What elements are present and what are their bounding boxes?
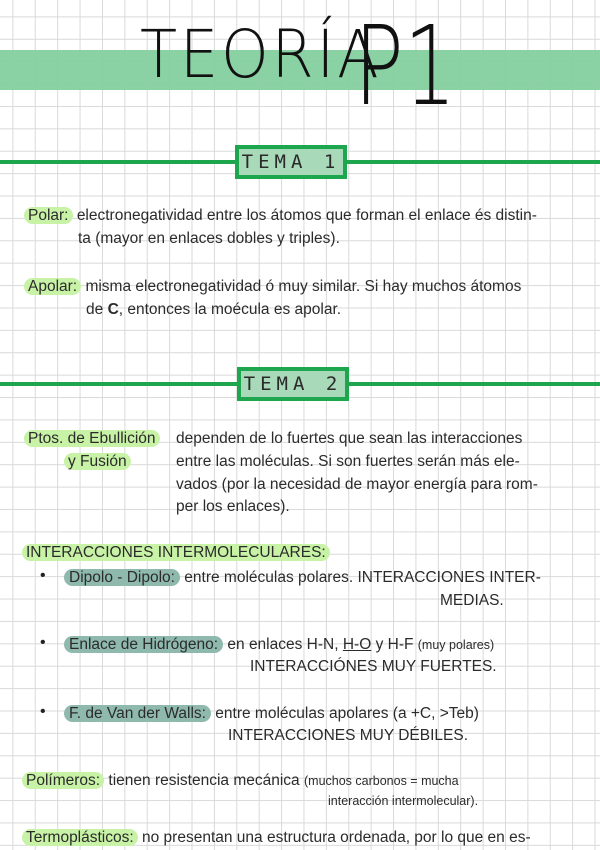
apolar-definition-2-post: , entonces la moécula es apolar. — [118, 301, 342, 318]
hidrogeno-line-1 — [64, 634, 494, 657]
ptos-term-2 — [64, 451, 131, 474]
ptos-term-1 — [24, 428, 160, 451]
hidrogeno-pre: en enlaces H-N, — [227, 636, 343, 653]
ptos-definition-3: vados (por la necesidad de mayor energía para rom- — [176, 476, 538, 493]
termoplasticos-term: Termoplásticos: — [22, 829, 138, 846]
dipolo-definition-1: entre moléculas polares. INTERACCIONES INTER- — [184, 569, 541, 586]
page-title: TEORÍA — [140, 16, 382, 93]
dipolo-line-1 — [64, 567, 541, 590]
bullet-dot: • — [40, 703, 46, 720]
section-heading-label: TEMA 1 — [241, 151, 341, 173]
hidrogeno-mid: y H-F — [371, 636, 418, 653]
section-heading-label: TEMA 2 — [243, 373, 343, 395]
section-heading-tema-2 — [237, 367, 349, 401]
apolar-definition-1: misma electronegatividad ó muy similar. Si hay muchos átomos — [85, 278, 522, 295]
polar-line-1 — [24, 205, 537, 228]
polimeros-small-2: interacción intermolecular). — [328, 794, 479, 808]
vdw-line-1 — [64, 703, 479, 726]
vdw-definition-2: INTERACCIONES MUY DÉBILES. — [228, 727, 469, 744]
ptos-definition-2: entre las moléculas. Si son fuertes serán más ele- — [176, 453, 520, 470]
apolar-line-1 — [24, 276, 521, 299]
interacciones-heading-text: INTERACCIONES INTERMOLECULARES: — [22, 544, 330, 561]
dipolo-term: Dipolo - Dipolo: — [64, 569, 180, 586]
hidrogeno-term: Enlace de Hidrógeno: — [64, 636, 223, 653]
ptos-term-2-text: y Fusión — [64, 453, 131, 470]
dipolo-definition-2: MEDIAS. — [440, 592, 504, 609]
polimeros-small-1: (muchos carbonos = mucha — [304, 774, 459, 788]
bullet-dot: • — [40, 634, 46, 651]
hidrogeno-small: (muy polares) — [417, 638, 495, 652]
bullet-dot: • — [40, 567, 46, 584]
apolar-term: Apolar: — [24, 278, 81, 295]
apolar-definition-2-pre: de — [86, 301, 108, 318]
ptos-definition-4: per los enlaces). — [176, 498, 290, 515]
ptos-definition-1: dependen de lo fuertes que sean las interacciones — [176, 430, 523, 447]
polimeros-term: Polímeros: — [22, 772, 104, 789]
hidrogeno-underlined: H-O — [342, 636, 372, 653]
page-title-suffix: P1 — [354, 2, 457, 130]
section-heading-tema-1 — [235, 145, 347, 179]
vdw-term: F. de Van der Walls: — [64, 705, 211, 722]
termoplasticos-definition: no presentan una estructura ordenada, por lo que en es- — [142, 829, 531, 846]
polar-definition-2: ta (mayor en enlaces dobles y triples). — [78, 230, 340, 247]
ptos-term-1-text: Ptos. de Ebullición — [24, 430, 160, 447]
polar-definition-1: electronegatividad entre los átomos que forman el enlace és distin- — [76, 207, 537, 224]
termoplasticos-line-1 — [22, 827, 531, 850]
apolar-line-2 — [86, 299, 341, 322]
polar-term: Polar: — [24, 207, 73, 224]
vdw-definition-1: entre moléculas apolares (a +C, >Teb) — [215, 705, 479, 722]
apolar-definition-2-bold: C — [107, 301, 119, 318]
hidrogeno-definition-2: INTERACCIÓNES MUY FUERTES. — [250, 658, 497, 675]
interacciones-heading — [22, 542, 330, 565]
polimeros-definition: tienen resistencia mecánica — [108, 772, 300, 789]
